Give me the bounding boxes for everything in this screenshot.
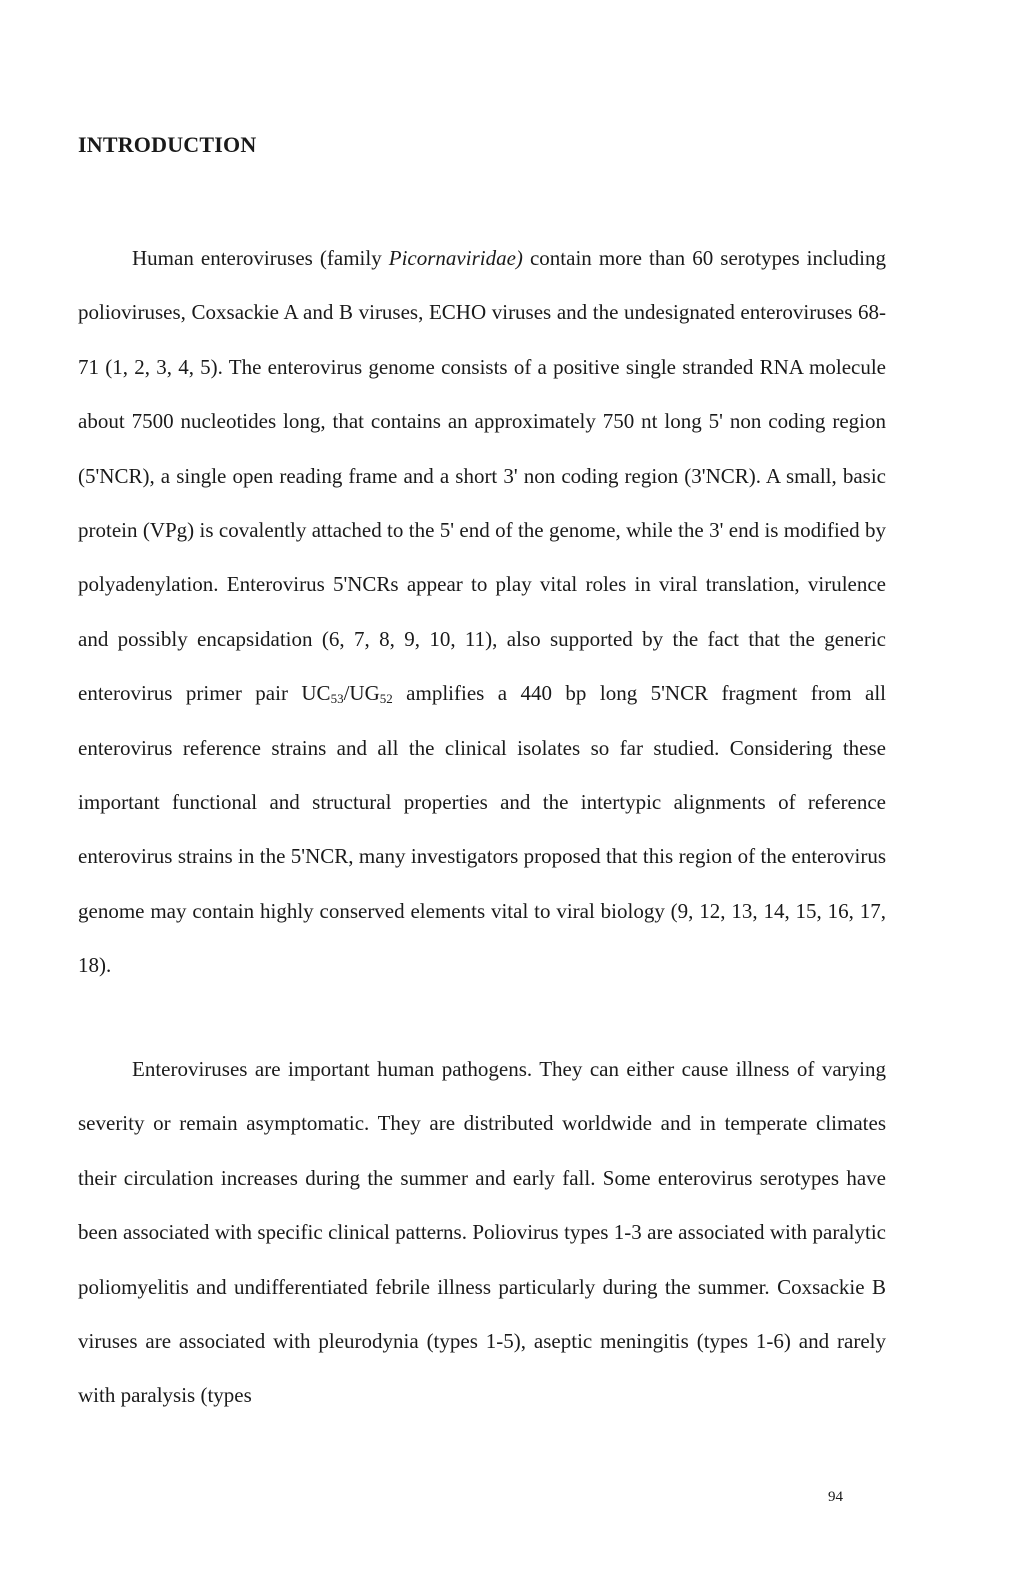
family-name-italic: Picornaviridae): [388, 246, 523, 270]
paragraph-1-text-a: Human enteroviruses (family: [132, 246, 389, 270]
paragraph-2: Enteroviruses are important human pathogens. They can either cause illness of varying severity or remain asymptomatic. They are distributed worldwide and in temperate climates their circulation increases during the summer and early fall. Some enterovirus serotypes have been associated with specific clinical patterns. Poliovirus types 1-3 are associated with paralytic poliomyelitis and undifferentiated febrile illness particularly during the summer. Coxsackie B viruses are associated with pleurodynia (types 1-5), aseptic meningitis (types 1-6) and rarely with paralysis (types: [78, 1057, 886, 1408]
paragraph-1-text-d: amplifies a 440 bp long 5'NCR fragment from all enterovirus reference strains and all the clinical isolates so far studied. Considering these important functional and structural properties and the intertypic alignments of reference enterovirus strains in the 5'NCR, many investigators proposed that this region of the enterovirus genome may contain highly conserved elements vital to viral biology (9, 12, 13, 14, 15, 16, 17, 18).: [78, 681, 886, 978]
primer-subscript-2: 52: [379, 691, 393, 707]
paragraph-1-text-c: /UG: [343, 681, 380, 706]
primer-subscript-1: 53: [330, 691, 344, 707]
page-number: 94: [828, 1489, 843, 1505]
paragraph-1-text-b: contain more than 60 serotypes including polioviruses, Coxsackie A and B viruses, ECHO viruses and the undesignated enteroviruses 68-71 (1, 2, 3, 4, 5). The enterovirus genome consists of a positive single stranded RNA molecule about 7500 nucleotides long, that contains an approximately 750 nt long 5' non coding region (5'NCR), a single open reading frame and a short 3' non coding region (3'NCR). A small, basic protein (VPg) is covalently attached to the 5' end of the genome, while the 3' end is modified by polyadenylation. Enterovirus 5'NCRs appear to play vital roles in viral translation, virulence and possibly encapsidation (6, 7, 8, 9, 10, 11), also supported by the fact that the generic enterovirus primer pair UC: [78, 246, 886, 706]
paragraph-1: [78, 231, 886, 993]
section-heading: INTRODUCTION: [78, 132, 257, 157]
